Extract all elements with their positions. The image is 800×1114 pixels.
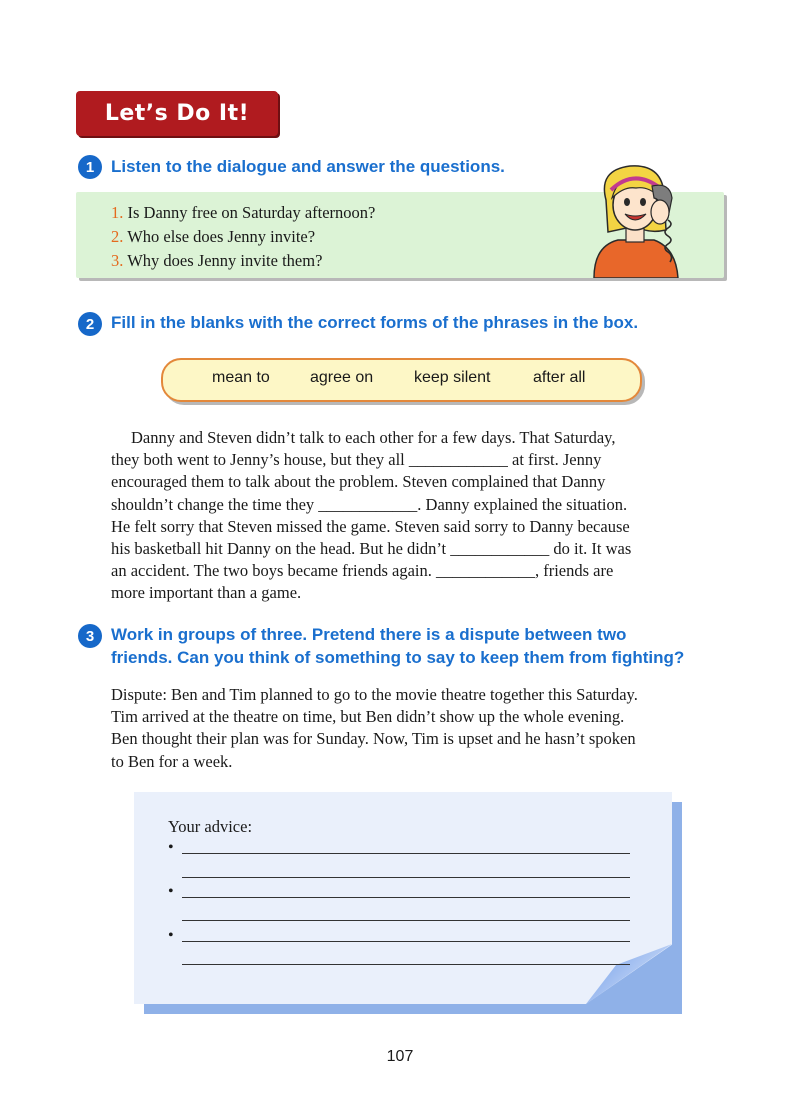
- section-1-number: 1: [78, 155, 102, 179]
- question-item: 3. Why does Jenny invite them?: [111, 251, 323, 270]
- phrase-after-all: after all: [533, 369, 586, 386]
- section-3-title-line: friends. Can you think of something to say to keep them from fighting?: [111, 648, 685, 667]
- phrase-keep-silent: keep silent: [414, 369, 491, 386]
- advice-bullet: •: [168, 927, 174, 944]
- paragraph-line: Danny and Steven didn’t talk to each other for a few days. That Saturday,: [131, 428, 616, 447]
- advice-line[interactable]: [182, 897, 630, 898]
- section-2-number: 2: [78, 312, 102, 336]
- section-3-title-line: Work in groups of three. Pretend there is a dispute between two: [111, 625, 627, 644]
- advice-bullet: •: [168, 883, 174, 900]
- paragraph-line: an accident. The two boys became friends again. ____________, friends are: [111, 561, 614, 581]
- banner-title: Let’s Do It!: [104, 101, 250, 126]
- advice-line[interactable]: [182, 920, 630, 921]
- paragraph-line: He felt sorry that Steven missed the game. Steven said sorry to Danny because: [111, 516, 630, 536]
- paragraph-line: they both went to Jenny’s house, but they all ____________ at first. Jenny: [111, 450, 602, 470]
- phrase-mean-to: mean to: [212, 369, 270, 386]
- question-item: 1. Is Danny free on Saturday afternoon?: [111, 203, 376, 222]
- paragraph-line: encouraged them to talk about the problem. Steven complained that Danny: [111, 472, 606, 492]
- question-item: 2. Who else does Jenny invite?: [111, 227, 316, 246]
- advice-line[interactable]: [182, 877, 630, 878]
- phrase-agree-on: agree on: [310, 369, 374, 386]
- paragraph-line: his basketball hit Danny on the head. But he didn’t ____________ do it. It was: [111, 539, 632, 559]
- page-number: 107: [386, 1048, 414, 1065]
- section-2-title: Fill in the blanks with the correct forms of the phrases in the box.: [111, 313, 639, 332]
- paragraph-line: shouldn’t change the time they ____________. Danny explained the situation.: [111, 494, 628, 514]
- question-list: [111, 201, 375, 273]
- advice-line[interactable]: [182, 941, 630, 942]
- paragraph-line: more important than a game.: [111, 583, 302, 603]
- advice-line[interactable]: [182, 853, 630, 854]
- advice-line[interactable]: [182, 964, 630, 965]
- dispute-line: Dispute: Ben and Tim planned to go to the movie theatre together this Saturday.: [111, 685, 638, 704]
- advice-bullet: •: [168, 839, 174, 856]
- dispute-paragraph: [111, 684, 761, 773]
- dispute-line: Tim arrived at the theatre on time, but Ben didn’t show up the whole evening.: [111, 707, 625, 727]
- lets-do-it-banner: [76, 91, 278, 136]
- fill-blank-paragraph: [111, 427, 751, 605]
- section-3-number: 3: [78, 624, 102, 648]
- girl-on-telephone-icon: [588, 160, 688, 278]
- dispute-line: Ben thought their plan was for Sunday. Now, Tim is upset and he hasn’t spoken: [111, 729, 636, 749]
- advice-label: Your advice:: [168, 817, 253, 836]
- section-1-title: Listen to the dialogue and answer the questions.: [111, 157, 505, 176]
- dispute-line: to Ben for a week.: [111, 751, 233, 771]
- section-3-title: [111, 623, 684, 669]
